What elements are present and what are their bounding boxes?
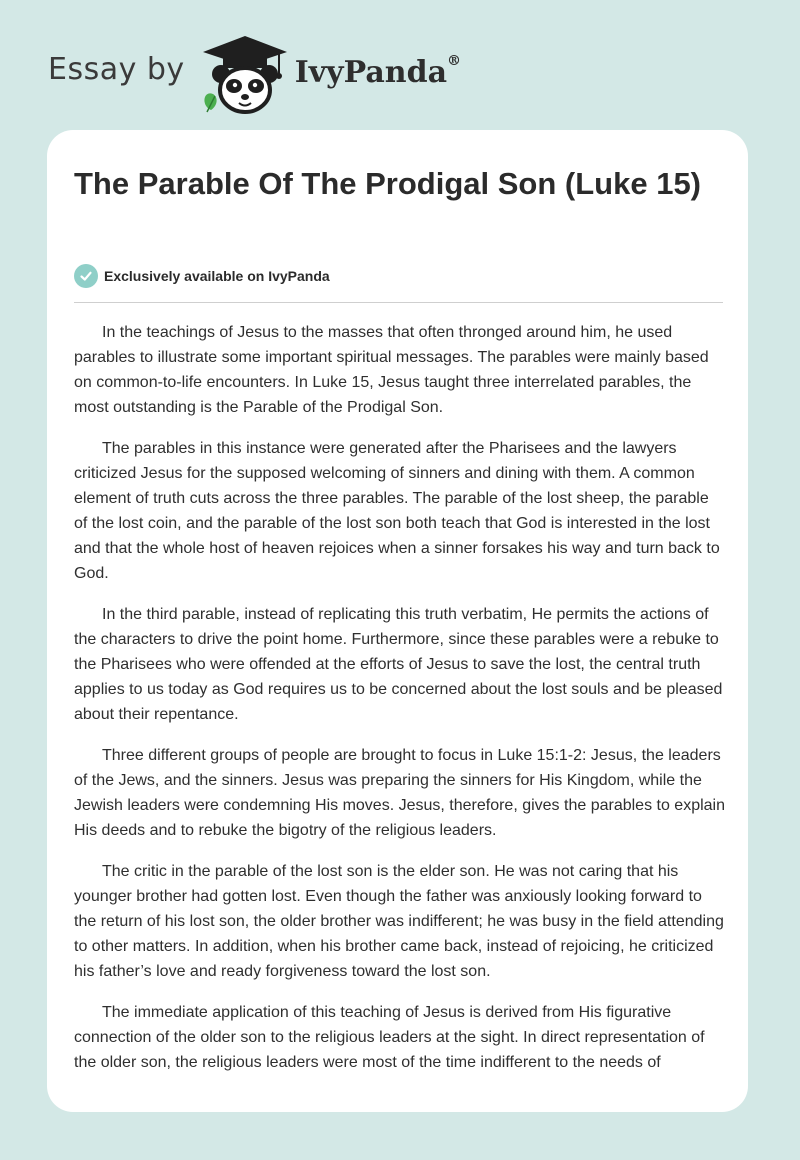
essay-by-label: Essay by	[48, 51, 185, 87]
registered-mark: ®	[447, 52, 462, 69]
brand-name[interactable]	[294, 52, 462, 90]
site-header	[48, 34, 461, 114]
exclusive-label: Exclusively available on IvyPanda	[104, 268, 330, 284]
essay-body	[74, 320, 726, 1091]
essay-card	[47, 130, 748, 1112]
exclusive-badge	[74, 264, 330, 288]
paragraph: The immediate application of this teaching of Jesus is derived from His figurative connection of the older son to the religious leaders at the sight. In direct representation of the older son, the religious leaders were most of the time indifferent to the needs of	[74, 1004, 705, 1071]
panda-graduate-icon[interactable]	[199, 34, 291, 114]
essay-title: The Parable Of The Prodigal Son (Luke 15)	[74, 166, 702, 201]
paragraph: The parables in this instance were generated after the Pharisees and the lawyers criticized Jesus for the supposed welcoming of sinners and dining with them. A common element of truth cuts across the three parables. The parable of the lost sheep, the parable of the lost coin, and the parable of the lost son both teach that God is interested in the lost and that the whole host of heaven rejoices when a sinner forsakes his way and turn back to God.	[74, 440, 720, 582]
paragraph: Three different groups of people are brought to focus in Luke 15:1-2: Jesus, the leaders of the Jews, and the sinners. Jesus was preparing the sinners for His Kingdom, while the Jewish leaders were condemning His moves. Jesus, therefore, gives the parables to explain His deeds and to rebuke the bigotry of the religious leaders.	[74, 747, 725, 839]
paragraph: In the teachings of Jesus to the masses that often thronged around him, he used parables to illustrate some important spiritual messages. The parables were mainly based on common-to-life encounters. In Luke 15, Jesus taught three interrelated parables, the most outstanding is the Parable of the Prodigal Son.	[74, 324, 709, 416]
check-icon	[74, 264, 98, 288]
divider	[74, 302, 723, 303]
paragraph: In the third parable, instead of replicating this truth verbatim, He permits the actions of the characters to drive the point home. Furthermore, since these parables were a rebuke to the Pharisees who were offended at the efforts of Jesus to save the lost, the central truth applies to us today as God requires us to be concerned about the lost souls and be pleased about their repentance.	[74, 606, 723, 723]
paragraph: The critic in the parable of the lost son is the elder son. He was not caring that his younger brother had gotten lost. Even though the father was anxiously looking forward to the return of his lost son, the older brother was indifferent; he was busy in the field attending to other matters. In addition, when his brother came back, instead of rejoicing, he criticized his father’s love and ready forgiveness toward the lost son.	[74, 863, 724, 980]
brand-text: IvyPanda	[294, 54, 448, 90]
